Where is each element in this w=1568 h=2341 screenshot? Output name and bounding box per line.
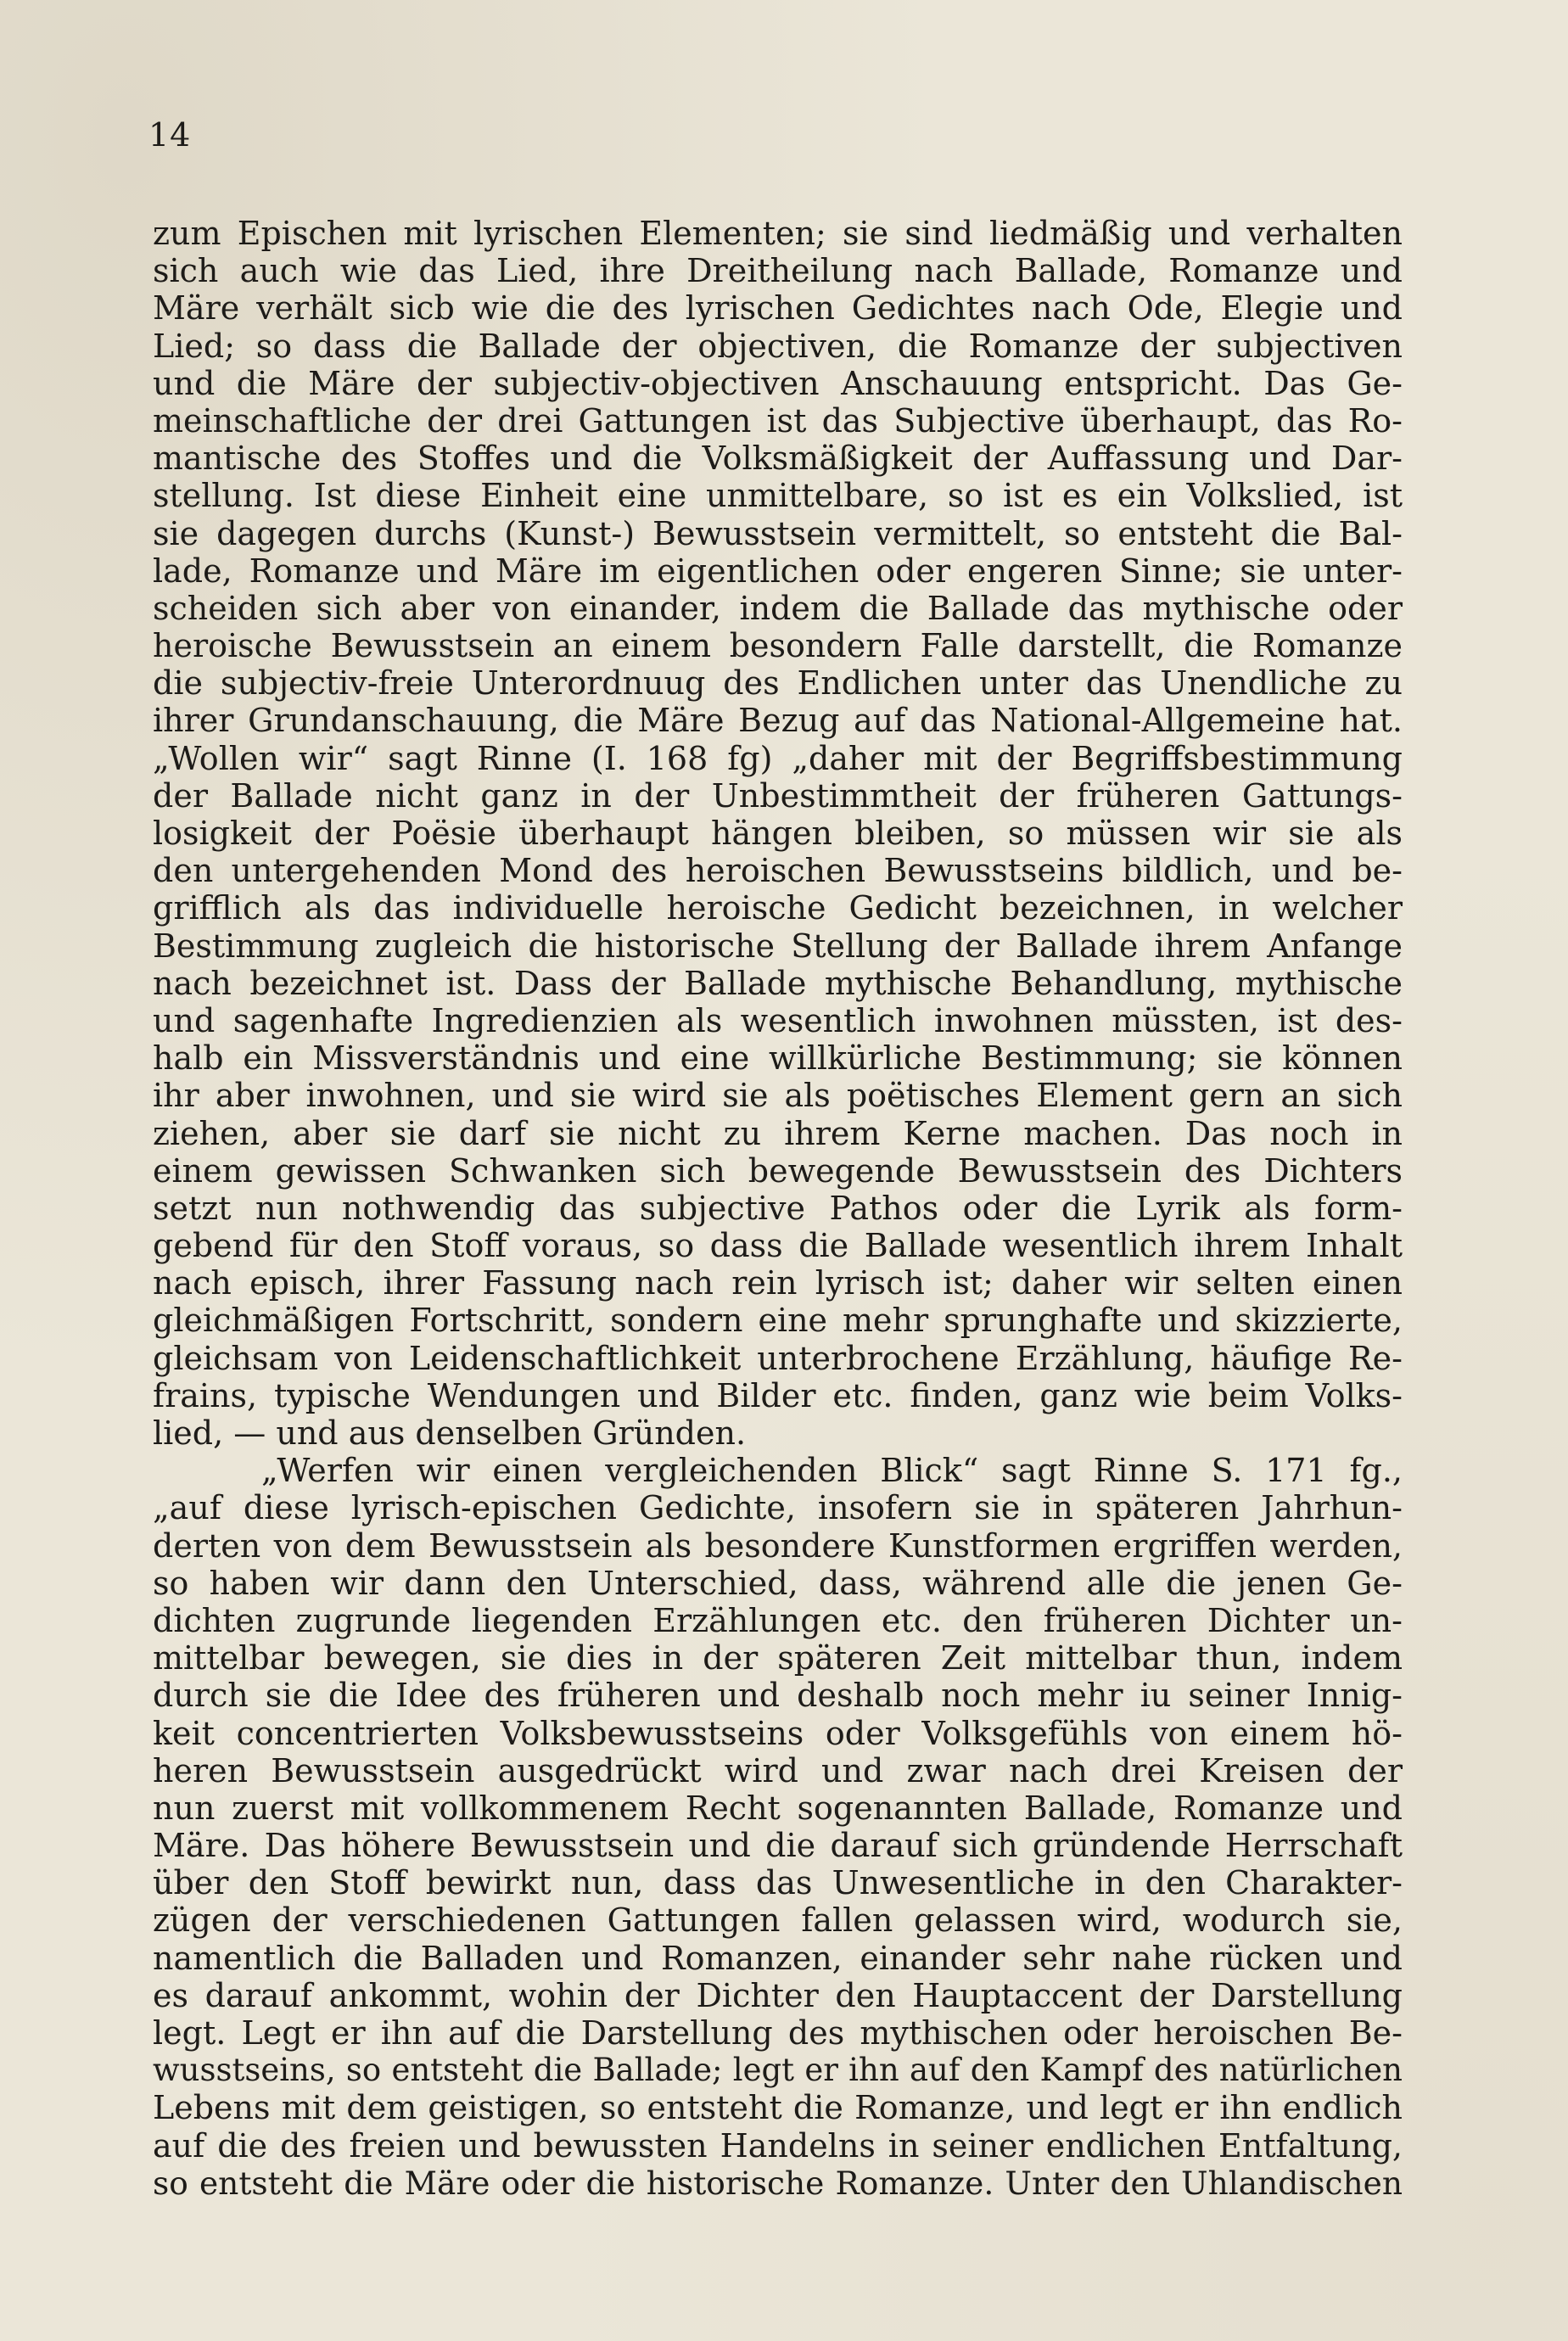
text-line: „Wollen wir“ sagt Rinne (I. 168 fg) „daher mit der Begriffsbestimmung — [153, 739, 1403, 777]
text-line: legt. Legt er ihn auf die Darstellung des mythischen oder heroischen Be- — [153, 2014, 1403, 2052]
text-line: ihr aber inwohnen, und sie wird sie als poëtisches Element gern an sich — [153, 1077, 1403, 1115]
text-line: auf die des freien und bewussten Handelns in seiner endlichen Entfaltung, — [153, 2126, 1403, 2165]
text-line: meinschaftliche der drei Gattungen ist das Subjective überhaupt, das Ro- — [153, 401, 1403, 440]
text-line: und sagenhafte Ingredienzien als wesentlich inwohnen müssten, ist des- — [153, 1001, 1403, 1039]
text-line: „Werfen wir einen vergleichenden Blick“ sagt Rinne S. 171 fg., — [261, 1452, 1403, 1490]
page-number: 14 — [148, 116, 192, 154]
text-line: gebend für den Stoff voraus, so dass die Ballade wesentlich ihrem Inhalt — [153, 1227, 1403, 1265]
text-line: stellung. Ist diese Einheit eine unmittelbare, so ist es ein Volkslied, ist — [153, 477, 1403, 515]
text-line: zum Epischen mit lyrischen Elementen; sie sind liedmäßig und verhalten — [153, 215, 1403, 252]
text-line: Lebens mit dem geistigen, so entsteht die Romanze, und legt er ihn endlich — [153, 2089, 1403, 2127]
text-line: ziehen, aber sie darf sie nicht zu ihrem Kerne machen. Das noch in — [153, 1114, 1403, 1152]
text-line: den untergehenden Mond des heroischen Bewusstseins bildlich, und be- — [153, 852, 1403, 890]
text-line: losigkeit der Poësie überhaupt hängen bleiben, so müssen wir sie als — [153, 815, 1403, 852]
text-line: es darauf ankommt, wohin der Dichter den Hauptaccent der Darstellung — [153, 1976, 1403, 2014]
text-line: nun zuerst mit vollkommenem Recht sogenannten Ballade, Romanze und — [153, 1789, 1403, 1827]
text-line: Bestimmung zugleich die historische Stellung der Ballade ihrem Anfange — [153, 927, 1403, 965]
text-line: gleichmäßigen Fortschritt, sondern eine mehr sprunghafte und skizzierte, — [153, 1302, 1403, 1340]
text-line: setzt nun nothwendig das subjective Pathos oder die Lyrik als form- — [153, 1189, 1403, 1227]
text-line: zügen der verschiedenen Gattungen fallen gelassen wird, wodurch sie, — [153, 1901, 1403, 1940]
text-line: mantische des Stoffes und die Volksmäßigkeit der Auffassung und Dar- — [153, 440, 1403, 478]
text-line: dichten zugrunde liegenden Erzählungen etc. den früheren Dichter un- — [153, 1601, 1403, 1639]
text-line: so haben wir dann den Unterschied, dass, während alle die jenen Ge- — [153, 1564, 1403, 1602]
text-line: sich auch wie das Lied, ihre Dreitheilung nach Ballade, Romanze und — [153, 252, 1403, 290]
text-line: mittelbar bewegen, sie dies in der späteren Zeit mittelbar thun, indem — [153, 1639, 1403, 1677]
text-line: Märe. Das höhere Bewusstsein und die darauf sich gründende Herrschaft — [153, 1827, 1403, 1865]
text-line: gleichsam von Leidenschaftlichkeit unterbrochene Erzählung, häufige Re- — [153, 1339, 1403, 1377]
text-line: die subjectiv-freie Unterordnuug des Endlichen unter das Unendliche zu — [153, 664, 1403, 703]
text-line: Lied; so dass die Ballade der objectiven, die Romanze der subjectiven — [153, 327, 1403, 365]
text-line: über den Stoff bewirkt nun, dass das Unwesentliche in den Charakter- — [153, 1864, 1403, 1902]
text-line: und die Märe der subjectiv-objectiven Anschauung entspricht. Das Ge- — [153, 364, 1403, 402]
text-line: wusstseins, so entsteht die Ballade; legt er ihn auf den Kampf des natürlichen — [153, 2052, 1403, 2089]
text-line: derten von dem Bewusstsein als besondere Kunstformen ergriffen werden, — [153, 1526, 1403, 1565]
text-line: namentlich die Balladen und Romanzen, einander sehr nahe rücken und — [153, 1939, 1403, 1977]
text-line: heren Bewusstsein ausgedrückt wird und zwar nach drei Kreisen der — [153, 1751, 1403, 1789]
text-line: keit concentrierten Volksbewusstseins oder Volksgefühls von einem hö- — [153, 1714, 1403, 1752]
text-line: der Ballade nicht ganz in der Unbestimmtheit der früheren Gattungs- — [153, 776, 1403, 815]
text-line: „auf diese lyrisch-epischen Gedichte, insofern sie in späteren Jahrhun- — [153, 1489, 1403, 1527]
text-line: lied, — und aus denselben Gründen. — [153, 1414, 747, 1452]
text-line: nach bezeichnet ist. Dass der Ballade mythische Behandlung, mythische — [153, 964, 1403, 1002]
text-line: Märe verhält sicb wie die des lyrischen Gedichtes nach Ode, Elegie und — [153, 289, 1403, 328]
text-line: heroische Bewusstsein an einem besondern Falle darstellt, die Romanze — [153, 627, 1403, 665]
text-line: so entsteht die Märe oder die historische Romanze. Unter den Uhlandischen — [153, 2164, 1403, 2202]
text-line: halb ein Missverständnis und eine willkürliche Bestimmung; sie können — [153, 1039, 1403, 1078]
text-line: scheiden sich aber von einander, indem die Ballade das mythische oder — [153, 589, 1403, 627]
text-line: grifflich als das individuelle heroische Gedicht bezeichnen, in welcher — [153, 889, 1403, 927]
text-line: lade, Romanze und Märe im eigentlichen oder engeren Sinne; sie unter- — [153, 552, 1403, 590]
body-text — [153, 215, 1403, 2202]
text-line: einem gewissen Schwanken sich bewegende Bewusstsein des Dichters — [153, 1151, 1403, 1190]
text-line: sie dagegen durchs (Kunst-) Bewusstsein vermittelt, so entsteht die Bal- — [153, 514, 1403, 552]
text-line: frains, typische Wendungen und Bilder etc. finden, ganz wie beim Volks- — [153, 1376, 1403, 1414]
text-line: durch sie die Idee des früheren und deshalb noch mehr iu seiner Innig- — [153, 1677, 1403, 1715]
text-line: nach episch, ihrer Fassung nach rein lyrisch ist; daher wir selten einen — [153, 1264, 1403, 1302]
text-line: ihrer Grundanschauung, die Märe Bezug auf das National-Allgemeine hat. — [153, 702, 1403, 740]
